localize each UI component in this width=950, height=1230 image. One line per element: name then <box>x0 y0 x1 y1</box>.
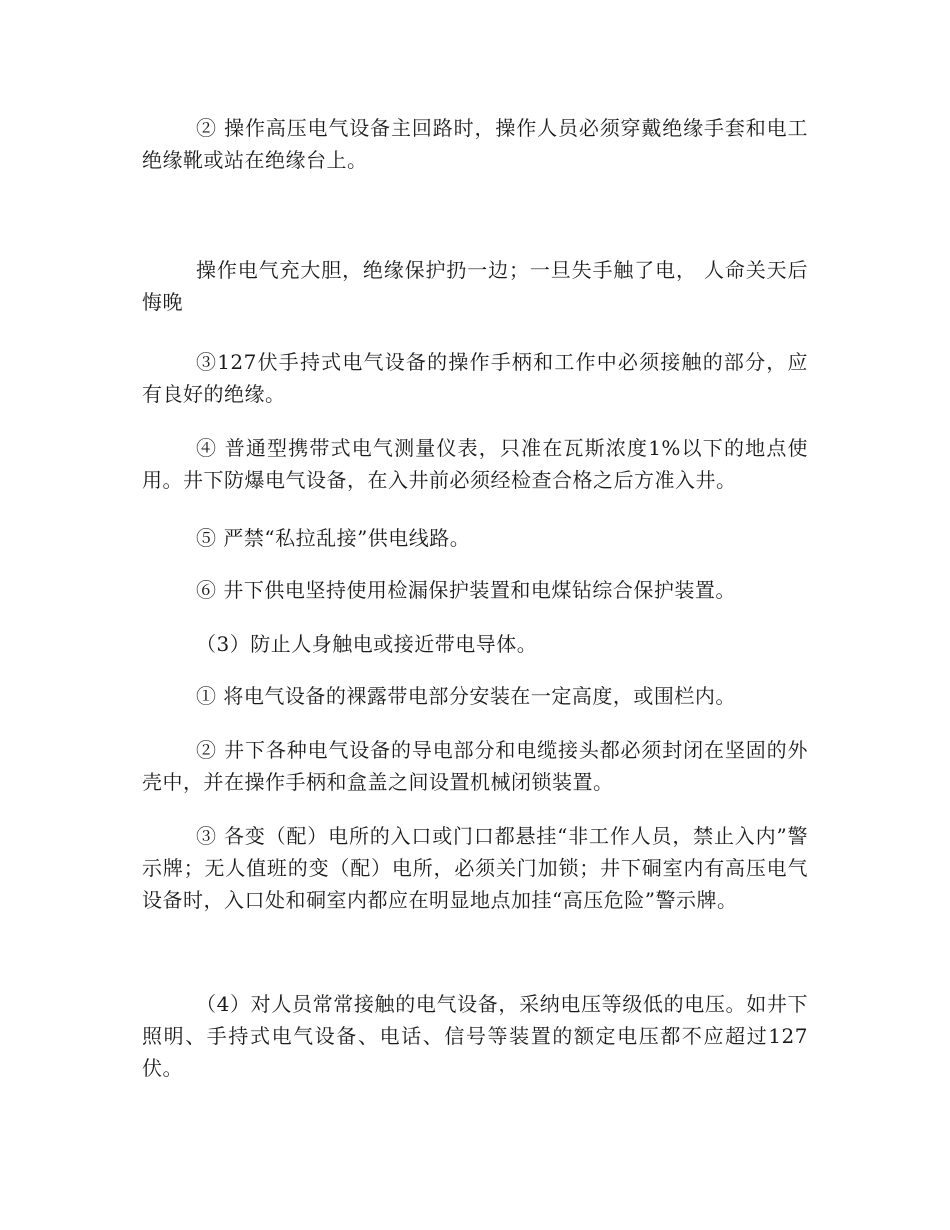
paragraph-leakage-protection: ⑥ 井下供电坚持使用检漏保护装置和电煤钻综合保护装置。 <box>196 578 736 602</box>
paragraph-warning-signs: ③ 各变（配）电所的入口或门口都悬挂“非工作人员，禁止入内”警示牌；无人值班的变（配）电所，必须关门加锁；井下硐室内有高压电气设备时，入口处和硐室内都应在明显地点加挂“高压危险”警示牌。 <box>142 824 808 912</box>
paragraph-enclosed-conductors: ② 井下各种电气设备的导电部分和电缆接头都必须封闭在坚固的外壳中，并在操作手柄和盒盖之间设置机械闭锁装置。 <box>142 738 808 794</box>
paragraph-insulation-gloves: ② 操作高压电气设备主回路时，操作人员必须穿戴绝缘手套和电工绝缘靴或站在绝缘台上。 <box>142 116 808 172</box>
paragraph-exposed-parts: ① 将电气设备的裸露带电部分安装在一定高度，或围栏内。 <box>196 684 736 708</box>
paragraph-safety-rhyme: 操作电气充大胆，绝缘保护扔一边；一旦失手触了电， 人命关天后悔晚 <box>142 258 808 314</box>
paragraph-127v-handheld: ③127伏手持式电气设备的操作手柄和工作中必须接触的部分，应有良好的绝缘。 <box>142 350 808 406</box>
section-heading-4: （4）对人员常常接触的电气设备，采纳电压等级低的电压。如井下照明、手持式电气设备、电话、信号等装置的额定电压都不应超过127伏。 <box>142 992 808 1080</box>
paragraph-no-private-wiring: ⑤ 严禁“私拉乱接”供电线路。 <box>196 526 471 550</box>
section-heading-3: （3）防止人身触电或接近带电导体。 <box>196 632 538 656</box>
paragraph-measuring-instruments: ④ 普通型携带式电气测量仪表，只准在瓦斯浓度1%以下的地点使用。井下防爆电气设备，在入井前必须经检查合格之后方准入井。 <box>142 436 808 492</box>
